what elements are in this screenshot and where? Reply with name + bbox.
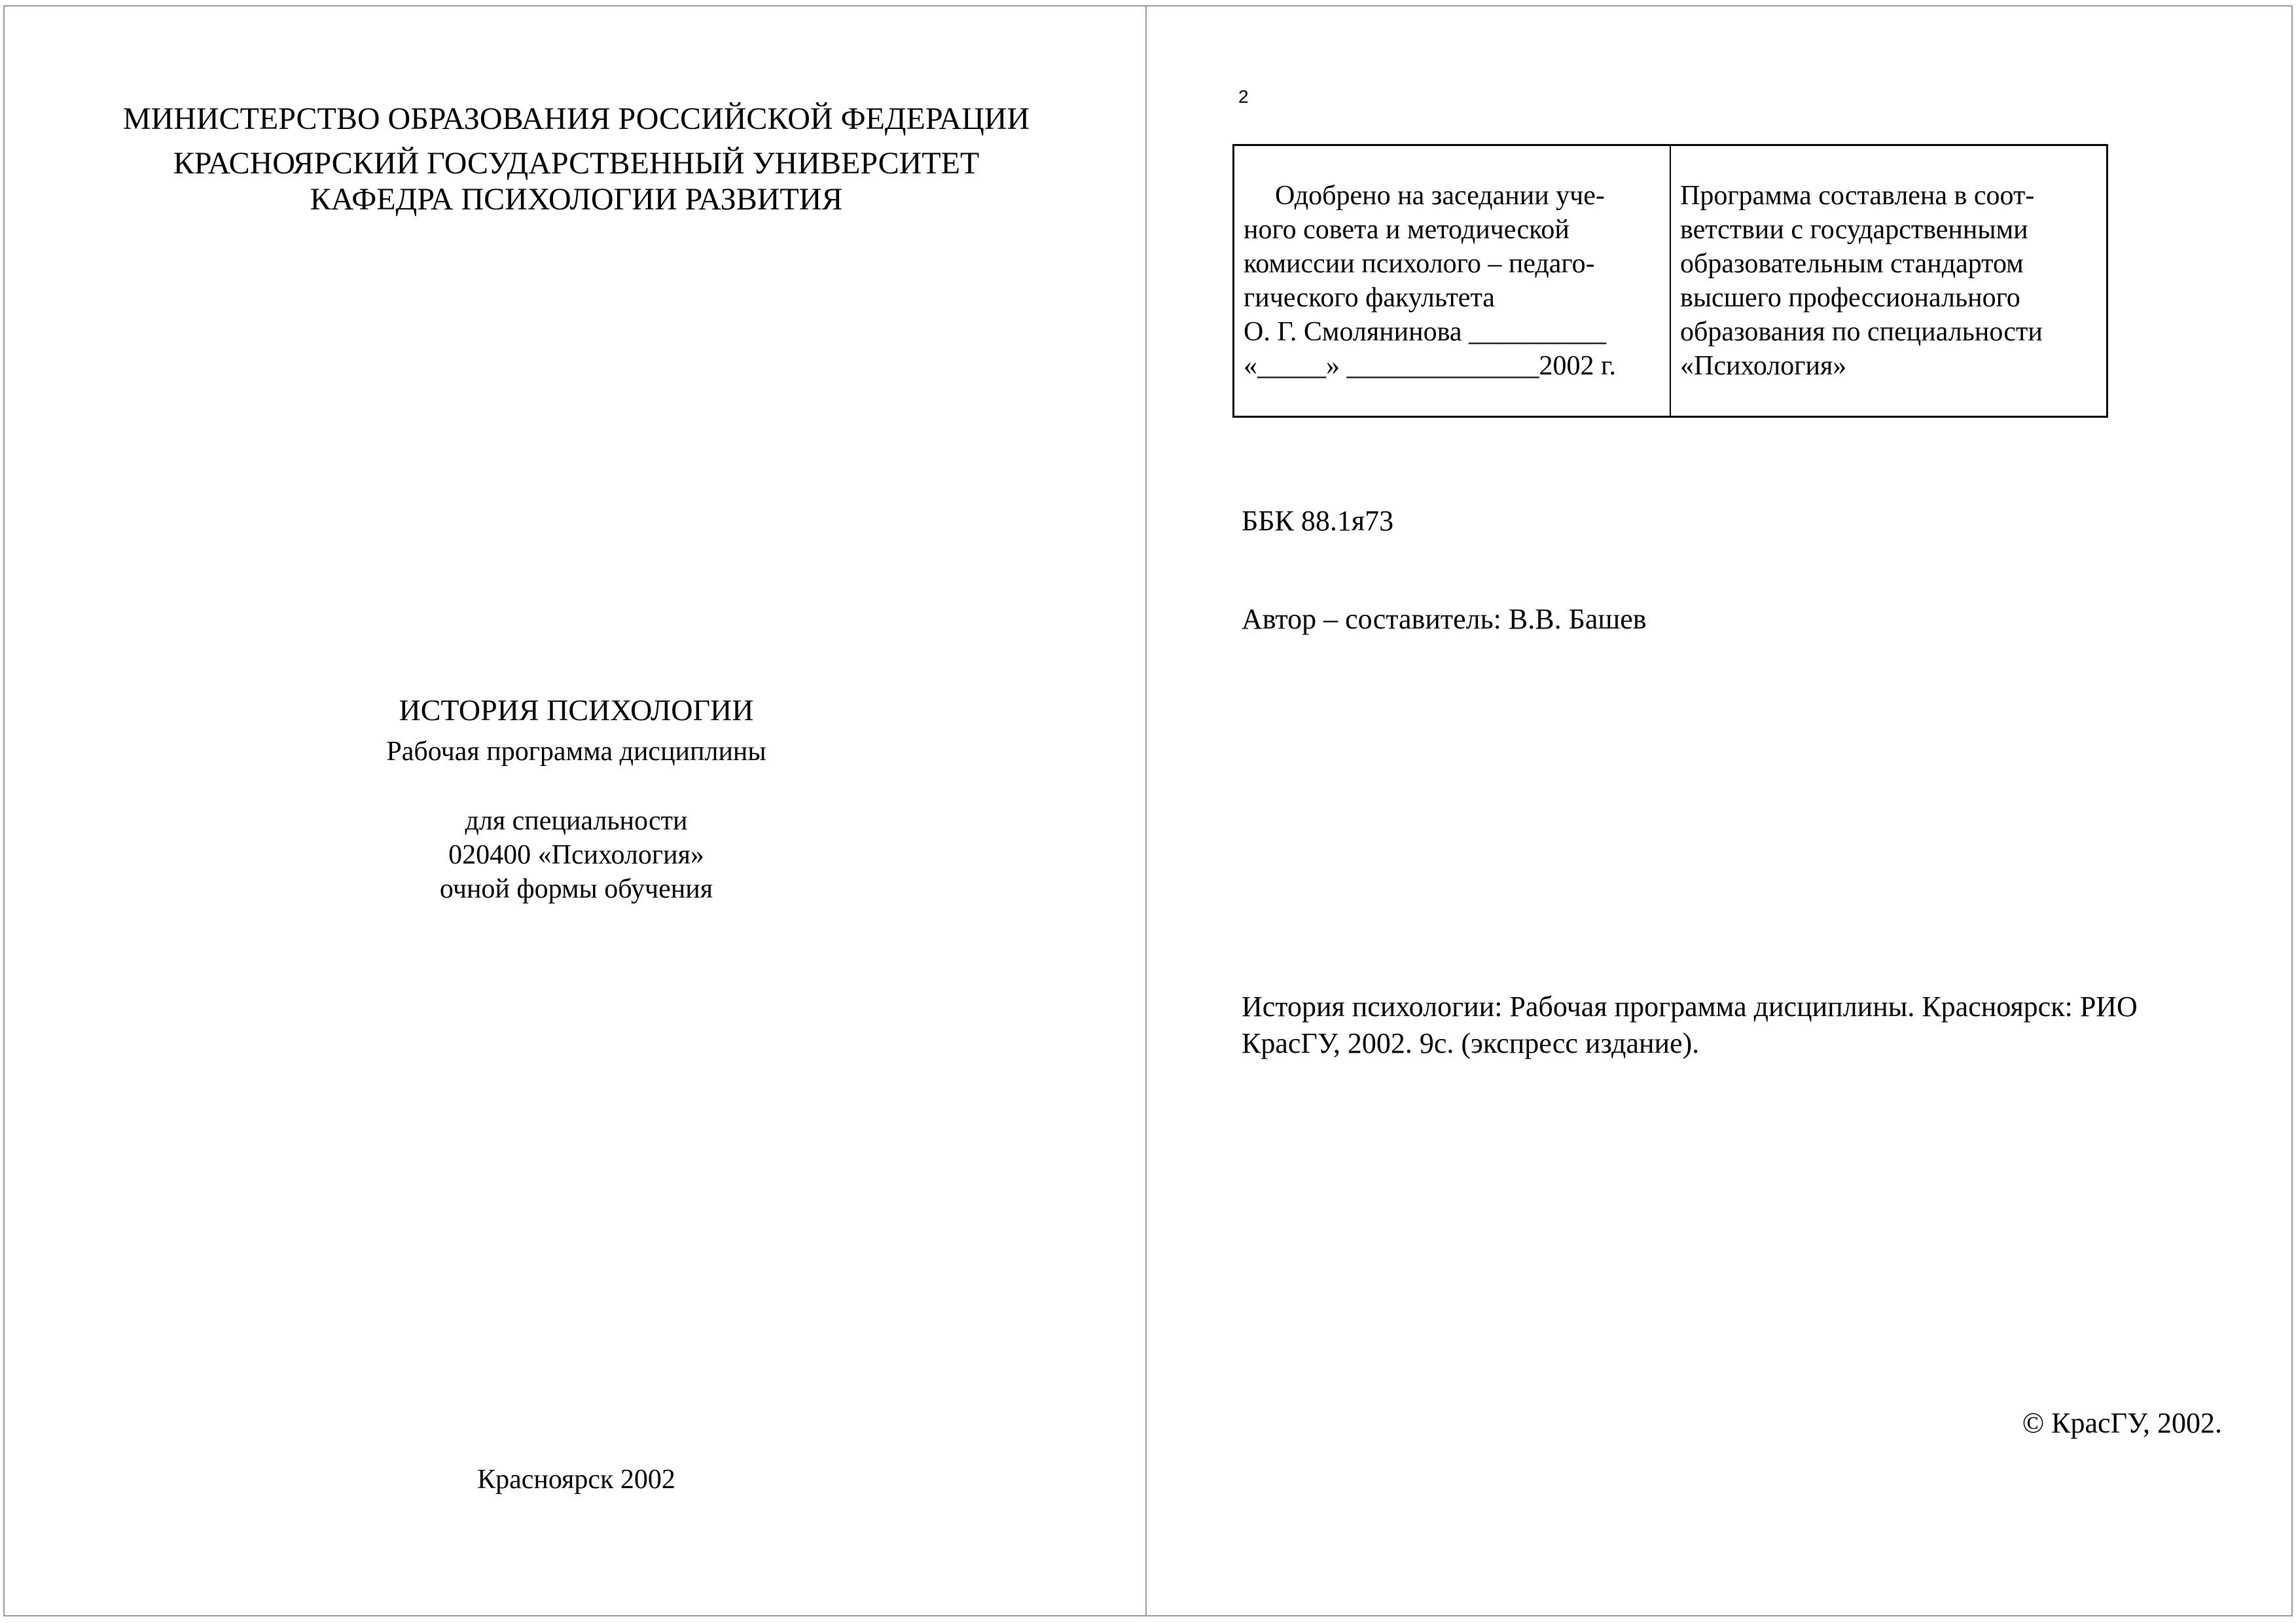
approval-line: комиссии психолого – педаго-	[1244, 249, 1595, 279]
page-number: 2	[1238, 86, 1249, 107]
left-page	[3, 5, 1147, 1616]
approval-table	[1232, 144, 2108, 418]
approval-line: гического факультета	[1244, 283, 1495, 313]
standard-line: «Психология»	[1680, 351, 1847, 381]
standard-line: Программа составлена в соот-	[1680, 181, 2035, 211]
standard-line: образовательным стандартом	[1680, 249, 2024, 279]
ministry-heading: МИНИСТЕРСТВО ОБРАЗОВАНИЯ РОССИЙСКОЙ ФЕДЕРАЦИИ	[122, 101, 1030, 136]
right-page	[1147, 5, 2293, 1616]
document-subtitle: Рабочая программа дисциплины	[386, 737, 766, 767]
bbk-code: ББК 88.1я73	[1242, 505, 1394, 537]
date-line: «_____» ______________2002 г.	[1244, 351, 1616, 381]
department-heading: КАФЕДРА ПСИХОЛОГИИ РАЗВИТИЯ	[310, 182, 843, 217]
standard-line: высшего профессионального	[1680, 283, 2020, 313]
approval-line: Одобрено на заседании уче-	[1275, 181, 1605, 211]
university-heading: КРАСНОЯРСКИЙ ГОСУДАРСТВЕННЫЙ УНИВЕРСИТЕТ	[173, 146, 980, 181]
standard-line: образования по специальности	[1680, 317, 2043, 347]
study-form: очной формы обучения	[439, 874, 713, 904]
author-line: Автор – составитель: В.В. Башев	[1242, 603, 1647, 635]
specialty-code: 020400 «Психология»	[448, 840, 704, 870]
standard-line: ветствии с государственными	[1680, 215, 2028, 245]
document-title: ИСТОРИЯ ПСИХОЛОГИИ	[399, 693, 754, 727]
citation-line: КрасГУ, 2002. 9с. (экспресс издание).	[1242, 1027, 1700, 1059]
approval-line: ного совета и методической	[1244, 215, 1570, 245]
standard-cell	[1671, 146, 2106, 416]
approval-cell	[1234, 146, 1671, 416]
specialty-line: для специальности	[465, 806, 688, 836]
citation-line: История психологии: Рабочая программа дисциплины. Красноярск: РИО	[1242, 991, 2138, 1023]
city-year: Красноярск 2002	[477, 1465, 675, 1495]
copyright: © КрасГУ, 2002.	[2022, 1407, 2222, 1439]
signature-line: О. Г. Смолянинова __________	[1244, 317, 1607, 347]
